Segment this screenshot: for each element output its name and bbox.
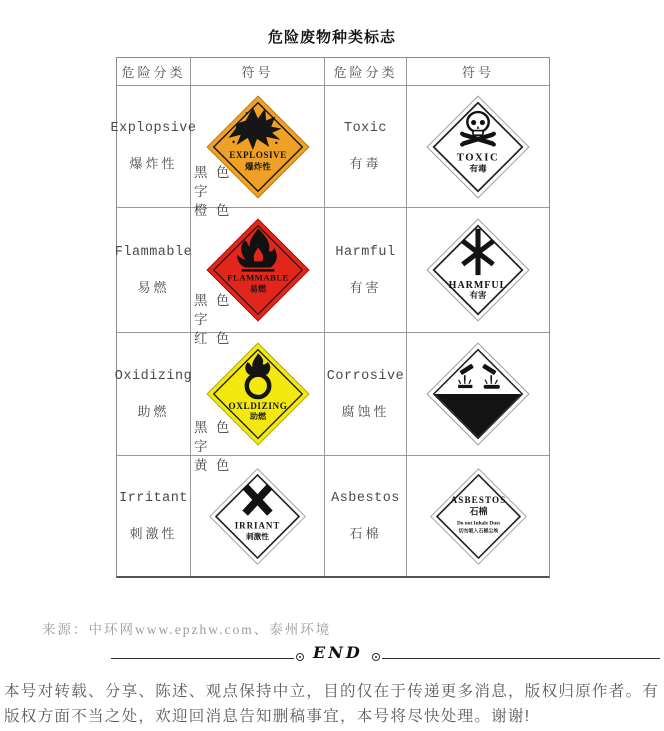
category-toxic <box>325 86 407 208</box>
corrosive-sign <box>422 338 534 450</box>
disclaimer-line-2: 版权方面不当之处，欢迎回消息告知删稿事宜，本号将尽快处理。谢谢! <box>4 708 531 725</box>
category-asbestos-en: Asbestos <box>331 490 400 506</box>
category-asbestos <box>325 456 407 576</box>
asbestos-sign-cell <box>407 456 549 576</box>
toxic-sign <box>422 91 534 203</box>
category-flammable-zh: 易燃 <box>137 279 170 295</box>
flammable-sign-sublabel: 易燃 <box>249 284 266 294</box>
disclaimer-text <box>4 679 662 729</box>
category-corrosive-zh: 腐蚀性 <box>341 403 390 419</box>
explosive-sign-label: EXPLOSIVE <box>228 149 287 160</box>
annotation-line: 字 <box>194 439 208 454</box>
spiral-ornament-left-icon <box>296 653 304 661</box>
harmful-sign-sublabel: 有害 <box>469 291 487 300</box>
category-oxidizing-en: Oxidizing <box>114 368 193 384</box>
category-irritant-en: Irritant <box>119 490 188 506</box>
annotation-line: 黑 色 <box>194 165 230 180</box>
category-oxidizing <box>114 333 193 456</box>
header-hazard-class-1: 危险分类 <box>117 58 191 86</box>
source-line: 来源：中环网www.epzhw.com、泰州环境 <box>42 622 332 637</box>
category-harmful-zh: 有害 <box>349 279 382 295</box>
category-flammable-en: Flammable <box>114 244 193 260</box>
hazard-sign-table <box>110 57 550 578</box>
annotation-line: 黄 色 <box>194 458 230 473</box>
irritant-sign <box>205 464 310 569</box>
asbestos-sign-line4: 切勿吸入石棉尘埃 <box>458 528 498 534</box>
flammable-sign-label: FLAMMABLE <box>226 272 289 283</box>
corrosive-sign-cell <box>407 333 549 456</box>
harmful-sign-cell <box>407 208 549 333</box>
annotation-oxidizing-colors <box>194 418 244 475</box>
category-corrosive <box>325 333 407 456</box>
explosive-sign-sublabel: 爆炸性 <box>244 160 271 171</box>
harmful-sign <box>422 214 534 326</box>
toxic-sign-cell <box>407 86 549 208</box>
header-symbol-2: 符号 <box>407 58 549 86</box>
category-irritant-zh: 刺激性 <box>129 525 178 541</box>
annotation-line: 红 色 <box>194 331 230 346</box>
divider-line-left <box>111 658 294 659</box>
spiral-ornament-right-icon <box>372 653 380 661</box>
category-harmful <box>325 208 407 333</box>
annotation-line: 橙 色 <box>194 203 230 218</box>
category-explosive-en: Explopsive <box>110 121 197 136</box>
disclaimer-line-1: 本号对转载、分享、陈述、观点保持中立，目的仅在于传递更多消息，版权归原作者。有 <box>4 683 660 700</box>
category-flammable <box>114 208 193 333</box>
irritant-sign-sublabel: 刺激性 <box>246 531 269 541</box>
end-divider <box>111 644 660 662</box>
asbestos-sign <box>426 464 531 569</box>
category-explosive <box>110 86 197 208</box>
irritant-inner-border <box>216 474 299 557</box>
category-corrosive-en: Corrosive <box>326 368 405 384</box>
oxidizing-sign-label: OXLDIZING <box>228 400 287 411</box>
asbestos-sign-line3: Do not Inhale Dust <box>456 520 500 527</box>
category-oxidizing-zh: 助燃 <box>137 403 170 419</box>
harmful-sign-label: HARMFUL <box>448 279 508 291</box>
page-title: 危险废物种类标志 <box>267 29 396 46</box>
category-harmful-en: Harmful <box>335 244 396 260</box>
toxic-sign-label: TOXIC <box>456 151 500 164</box>
category-toxic-en: Toxic <box>343 121 387 136</box>
annotation-flammable-colors <box>194 291 244 348</box>
end-label: END <box>313 643 363 662</box>
category-asbestos-zh: 石棉 <box>349 525 382 541</box>
divider-line-right <box>382 658 660 659</box>
annotation-explosive-colors <box>194 163 244 220</box>
asbestos-sign-label: ASBESTOS <box>450 494 506 505</box>
annotation-line: 字 <box>194 184 208 199</box>
annotation-line: 黑 色 <box>194 420 230 435</box>
header-hazard-class-2: 危险分类 <box>325 58 407 86</box>
corrosive-sign-label: CORROSIVE <box>448 401 508 412</box>
annotation-line: 字 <box>194 312 208 327</box>
category-irritant <box>117 456 191 576</box>
oxidizing-sign-sublabel: 助燃 <box>249 411 266 421</box>
annotation-line: 黑 色 <box>194 293 230 308</box>
toxic-sign-sublabel: 有毒 <box>469 162 487 173</box>
asbestos-sign-sublabel: 石棉 <box>468 506 488 517</box>
category-explosive-zh: 爆炸性 <box>129 156 178 171</box>
category-toxic-zh: 有毒 <box>349 156 382 171</box>
header-symbol-1: 符号 <box>191 58 325 86</box>
irritant-sign-label: IRRIANT <box>234 519 281 530</box>
